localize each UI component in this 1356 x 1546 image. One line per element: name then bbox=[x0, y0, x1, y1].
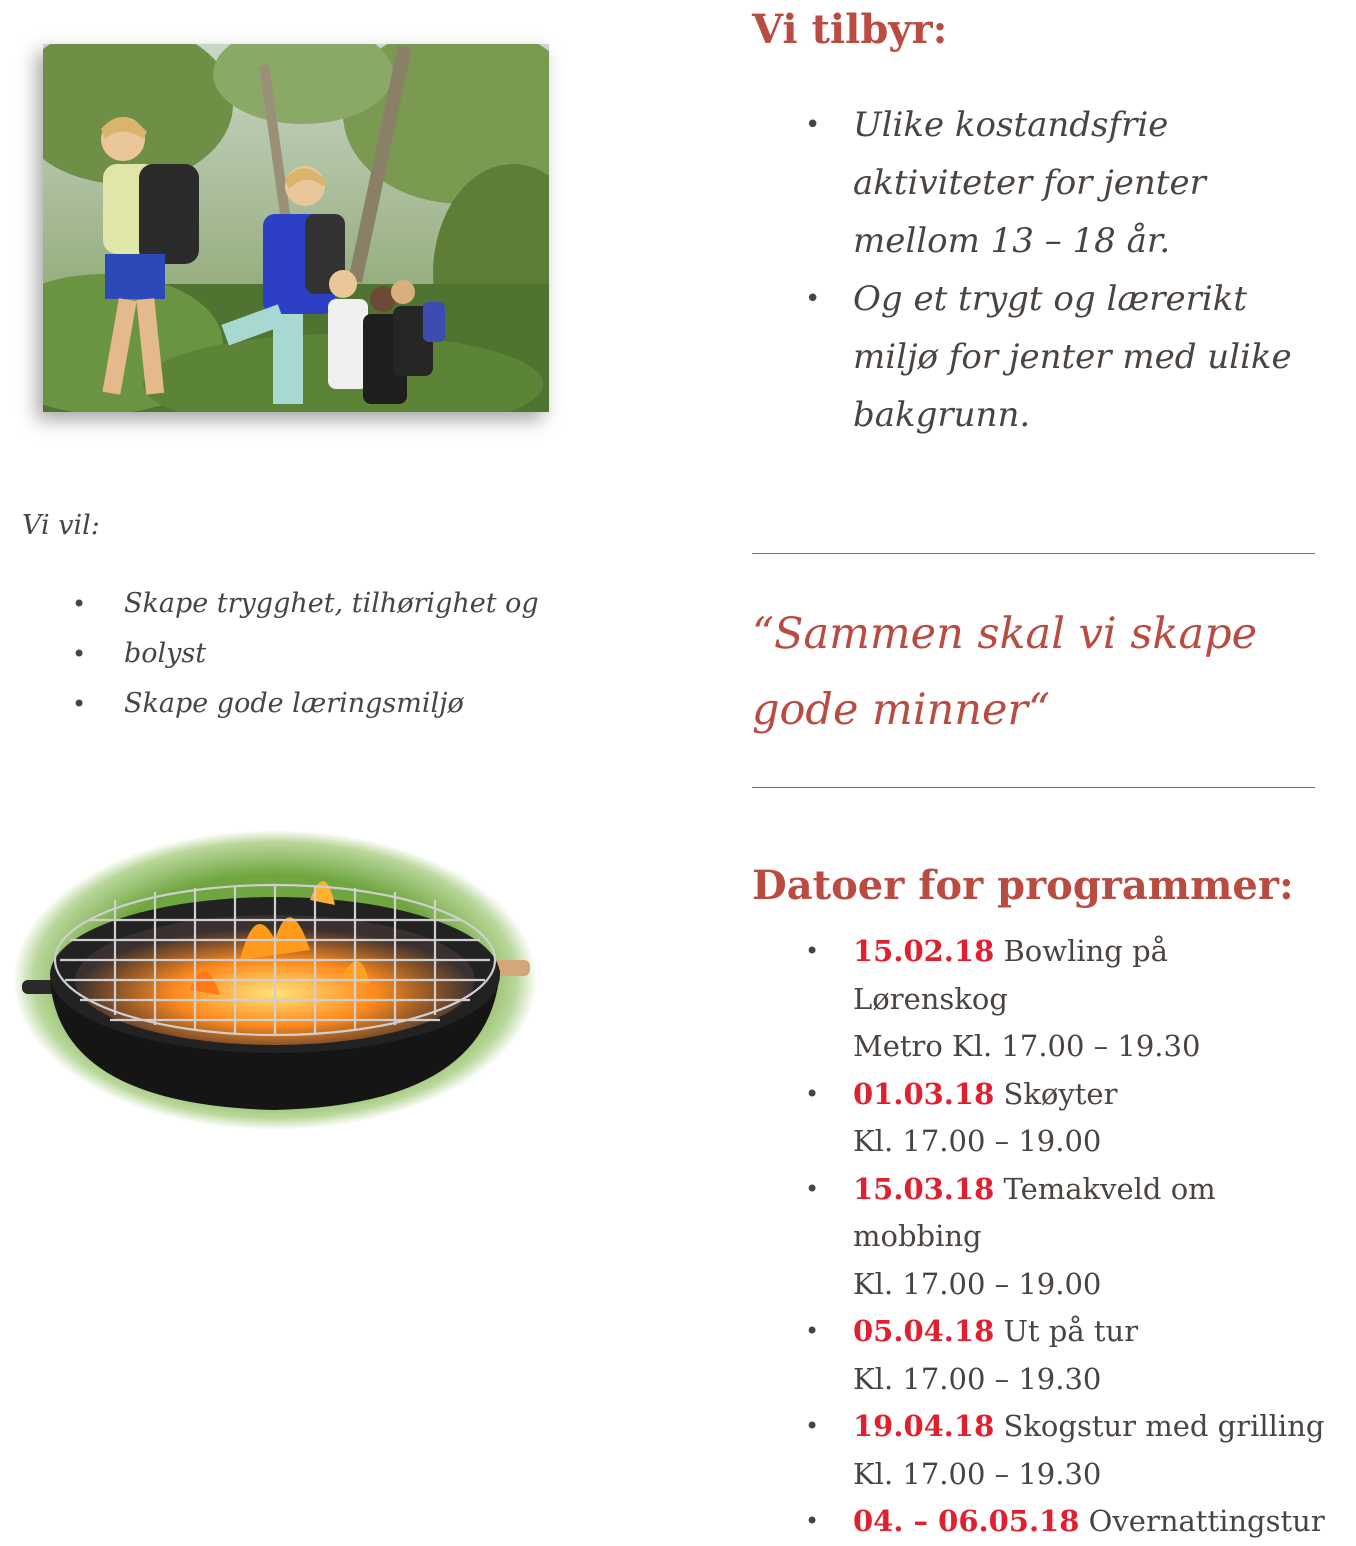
programme-time: Metro Kl. 17.00 – 19.30 bbox=[853, 1029, 1201, 1063]
programme-time: Kl. 17.00 – 19.00 bbox=[853, 1266, 1102, 1301]
programme-time: Kl. 17.00 – 19.00 bbox=[853, 1124, 1102, 1158]
programme-date: 15.03.18 bbox=[853, 1171, 995, 1206]
programme-date: 19.04.18 bbox=[853, 1409, 995, 1443]
vivil-heading: Vi vil: bbox=[22, 510, 100, 541]
programme-time: Kl. 17.00 – 19.30 bbox=[853, 1456, 1102, 1491]
programme-date: 04. – 06.05.18 bbox=[853, 1504, 1080, 1538]
programme-title: Bowling på Lørenskog bbox=[853, 934, 1168, 1016]
grill-photo bbox=[10, 830, 540, 1140]
programme-item bbox=[805, 1403, 1325, 1498]
programme-item bbox=[805, 1071, 1325, 1166]
bullet-icon: • bbox=[805, 1174, 820, 1203]
list-item: • Og et trygt og lærerikt miljø for jenter med ulike bakgrunn. bbox=[805, 270, 1325, 444]
bullet-icon: • bbox=[805, 1412, 820, 1440]
datoer-heading: Datoer for programmer: bbox=[752, 862, 1294, 909]
bullet-icon: • bbox=[805, 1507, 820, 1535]
list-item: • Skape gode læringsmiljø bbox=[72, 685, 539, 735]
programme-item bbox=[805, 1308, 1325, 1403]
programme-item bbox=[805, 1166, 1325, 1309]
tilbyr-list bbox=[805, 96, 1325, 444]
list-item: • Ulike kostandsfrie aktiviteter for jenter mellom 13 – 18 år. bbox=[805, 96, 1325, 270]
programme-title: Temakveld om mobbing bbox=[853, 1171, 1216, 1253]
quote: “Sammen skal vi skape gode minner“ bbox=[752, 609, 1258, 735]
bullet-icon: • bbox=[805, 1079, 820, 1108]
bullet-icon: • bbox=[72, 690, 87, 718]
bullet-icon: • bbox=[805, 110, 821, 140]
programme-time: Kl. 17.00 – 19.30 bbox=[853, 1361, 1102, 1396]
bullet-icon: • bbox=[805, 1317, 820, 1345]
programme-item bbox=[805, 928, 1325, 1071]
bullet-icon: • bbox=[805, 937, 820, 965]
bullet-icon: • bbox=[72, 590, 87, 618]
bullet-icon: • bbox=[72, 640, 87, 668]
programme-title: Overnattingstur bbox=[1088, 1504, 1325, 1538]
list-item: • bolyst bbox=[72, 635, 539, 685]
programme-title: Ut på tur bbox=[1003, 1314, 1139, 1348]
programme-date: 01.03.18 bbox=[853, 1076, 995, 1111]
programme-list bbox=[805, 928, 1325, 1546]
divider-top bbox=[752, 553, 1315, 554]
programme-date: 15.02.18 bbox=[853, 934, 995, 968]
programme-item bbox=[805, 1498, 1325, 1546]
programme-title: Skøyter bbox=[1003, 1076, 1118, 1111]
list-item: • Skape trygghet, tilhørighet og bbox=[72, 585, 539, 635]
bullet-icon: • bbox=[805, 284, 821, 314]
divider-bottom bbox=[752, 787, 1315, 788]
programme-title: Skogstur med grilling bbox=[1003, 1409, 1325, 1443]
vivil-list bbox=[72, 585, 539, 735]
tilbyr-heading: Vi tilbyr: bbox=[752, 6, 948, 53]
hikers-photo bbox=[43, 44, 549, 412]
programme-date: 05.04.18 bbox=[853, 1314, 995, 1348]
